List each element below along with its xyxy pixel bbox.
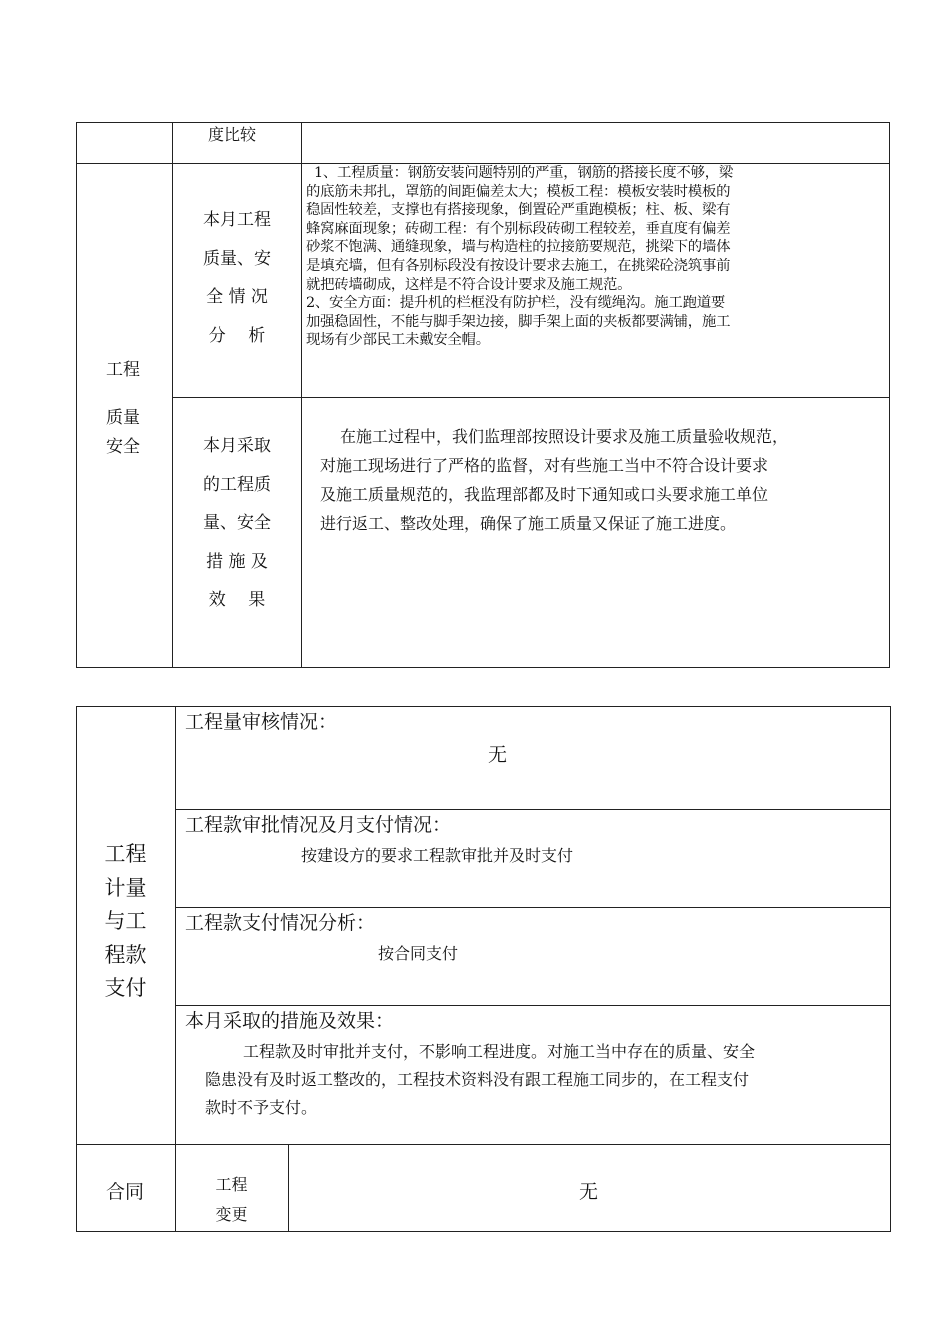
payment-table	[76, 706, 891, 1232]
approval-title: 工程款审批情况及月支付情况：	[185, 814, 452, 836]
analysis-text	[306, 164, 890, 350]
analysis-line: 2、安全方面：提升机的栏框没有防护栏，没有缆绳沟。施工跑道要	[306, 295, 725, 312]
analysis-line: 加强稳固性，不能与脚手架边接，脚手架上面的夹板都要满铺，施工	[306, 313, 731, 330]
measures-line: 进行返工、整改处理，确保了施工质量又保证了施工进度。	[320, 514, 737, 533]
measures-label-line: 本月采取	[203, 436, 271, 456]
analysis-label-line: 全 情 况	[206, 287, 268, 307]
table2-col-divider	[175, 706, 176, 1232]
section-label-quality-safety: 安全	[106, 437, 140, 457]
table2-col-divider	[288, 1144, 289, 1232]
payment-analysis-value: 按合同支付	[378, 944, 459, 963]
payment-measures-title: 本月采取的措施及效果：	[185, 1010, 395, 1032]
row-label-comparison: 度比较	[208, 125, 257, 144]
change-label-line: 变更	[215, 1205, 248, 1224]
measures-label	[178, 427, 296, 620]
section-label-payment-line: 工程	[104, 842, 147, 866]
measures-label-line: 措 施 及	[206, 551, 268, 572]
section-label-payment-line: 支付	[104, 976, 147, 1000]
section-label-quality-safety: 工程	[106, 360, 140, 380]
measures-label-line: 量、安全	[203, 513, 271, 533]
contract-label: 合同	[106, 1181, 145, 1203]
analysis-line: 砂浆不饱满、通缝现象，墙与构造柱的拉接筋要规范，挑梁下的墙体	[306, 239, 731, 256]
measures-line: 对施工现场进行了严格的监督，对有些施工当中不符合设计要求	[320, 456, 769, 475]
analysis-line: 的底筋未邦扎，罩筋的间距偏差太大；模板工程：模板安装时模板的	[306, 183, 731, 200]
analysis-line: 蜂窝麻面现象；砖砌工程：有个别标段砖砌工程较差，垂直度有偏差	[306, 220, 731, 237]
audit-title: 工程量审核情况：	[185, 711, 338, 733]
section-label-payment	[76, 838, 175, 1006]
analysis-line: 就把砖墙砌成，这样是不符合设计要求及施工规范。	[306, 276, 632, 293]
analysis-label-line: 分 析	[208, 325, 266, 346]
section-label-payment-line: 程款	[104, 942, 147, 967]
table1-col-divider	[301, 122, 302, 668]
analysis-label	[178, 201, 296, 355]
audit-value: 无	[488, 744, 508, 766]
section-label-payment-line: 与工	[104, 909, 147, 933]
measures-line: 及施工质量规范的，我监理部都及时下通知或口头要求施工单位	[320, 485, 769, 504]
approval-value: 按建设方的要求工程款审批并及时支付	[301, 846, 574, 865]
change-value: 无	[579, 1181, 599, 1203]
analysis-line: 稳固性较差，支撑也有搭接现象，倒置砼严重跑模板；柱、板、梁有	[306, 202, 731, 219]
payment-measures-line: 工程款及时审批并支付，不影响工程进度。对施工当中存在的质量、安全	[243, 1042, 756, 1061]
analysis-label-line: 质量、安	[203, 248, 271, 269]
payment-measures-text	[205, 1038, 885, 1122]
measures-text	[320, 422, 880, 538]
payment-analysis-title: 工程款支付情况分析：	[185, 912, 376, 934]
analysis-line: 现场有少部民工未戴安全帽。	[306, 332, 490, 349]
analysis-line: 1、工程质量：钢筋安装问题特别的严重，钢筋的搭接长度不够，梁	[314, 165, 733, 181]
analysis-label-line: 本月工程	[203, 210, 271, 230]
table1-col-divider	[172, 122, 173, 668]
change-label	[175, 1170, 288, 1230]
analysis-line: 是填充墙，但有各别标段没有按设计要求去施工，在挑梁砼浇筑事前	[306, 257, 731, 274]
measures-label-line: 效 果	[208, 590, 266, 610]
section-label-quality-safety: 质量	[106, 408, 140, 428]
table2-row-divider	[76, 1144, 891, 1145]
measures-line: 在施工过程中，我们监理部按照设计要求及施工质量验收规范，	[340, 427, 789, 446]
section-label-payment-line: 计量	[104, 875, 147, 900]
table1-row-divider	[172, 397, 890, 398]
payment-measures-line: 款时不予支付。	[205, 1098, 318, 1117]
measures-label-line: 的工程质	[203, 474, 271, 495]
payment-measures-line: 隐患没有及时返工整改的，工程技术资料没有跟工程施工同步的，在工程支付	[205, 1070, 750, 1089]
change-label-line: 工程	[215, 1175, 248, 1194]
